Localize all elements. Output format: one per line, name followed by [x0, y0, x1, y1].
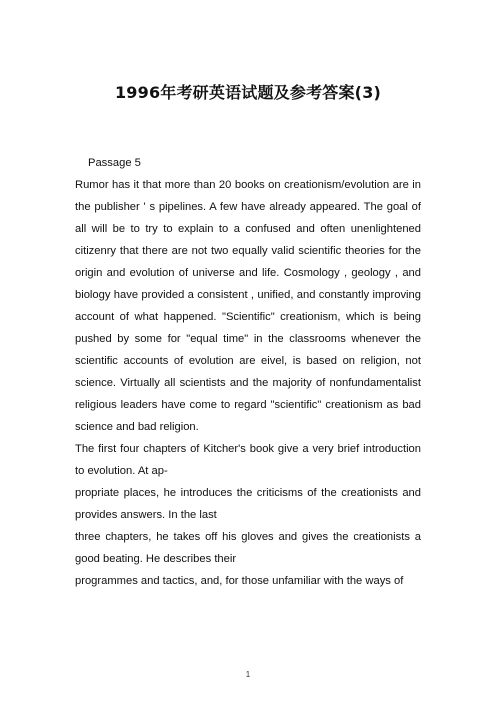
paragraph-3: propriate places, he introduces the criticisms of the creationists and provides answers. In the last: [75, 487, 421, 521]
document-title: 1996年考研英语试题及参考答案(3): [114, 83, 382, 102]
passage-label: Passage 5: [88, 157, 141, 169]
paragraph-4: three chapters, he takes off his gloves and gives the creationists a good beating. He describes their: [75, 531, 421, 565]
document-body: [75, 152, 421, 592]
paragraph-5: programmes and tactics, and, for those unfamiliar with the ways of: [75, 575, 404, 587]
page-number: 1: [245, 670, 251, 679]
paragraph-2: The first four chapters of Kitcher's book give a very brief introduction to evolution. At ap-: [75, 443, 421, 477]
paragraph-1: Rumor has it that more than 20 books on creationism/evolution are in the publisher ' s pipelines. A few have already appeared. The goal of all will be to try to explain to a confused and often unenlightened citizenry that there are not two equally valid scientific theories for the origin and evolution of universe and life. Cosmology , geology , and biology have provided a consistent , unified, and constantly improving account of what happened. "Scientific" creationism, which is being pushed by some for "equal time" in the classrooms whenever the scientific accounts of evolution are eivel, is based on religion, not science. Virtually all scientists and the majority of nonfundamentalist religious leaders have come to regard "scientific" creationism as bad science and bad religion.: [75, 179, 421, 433]
